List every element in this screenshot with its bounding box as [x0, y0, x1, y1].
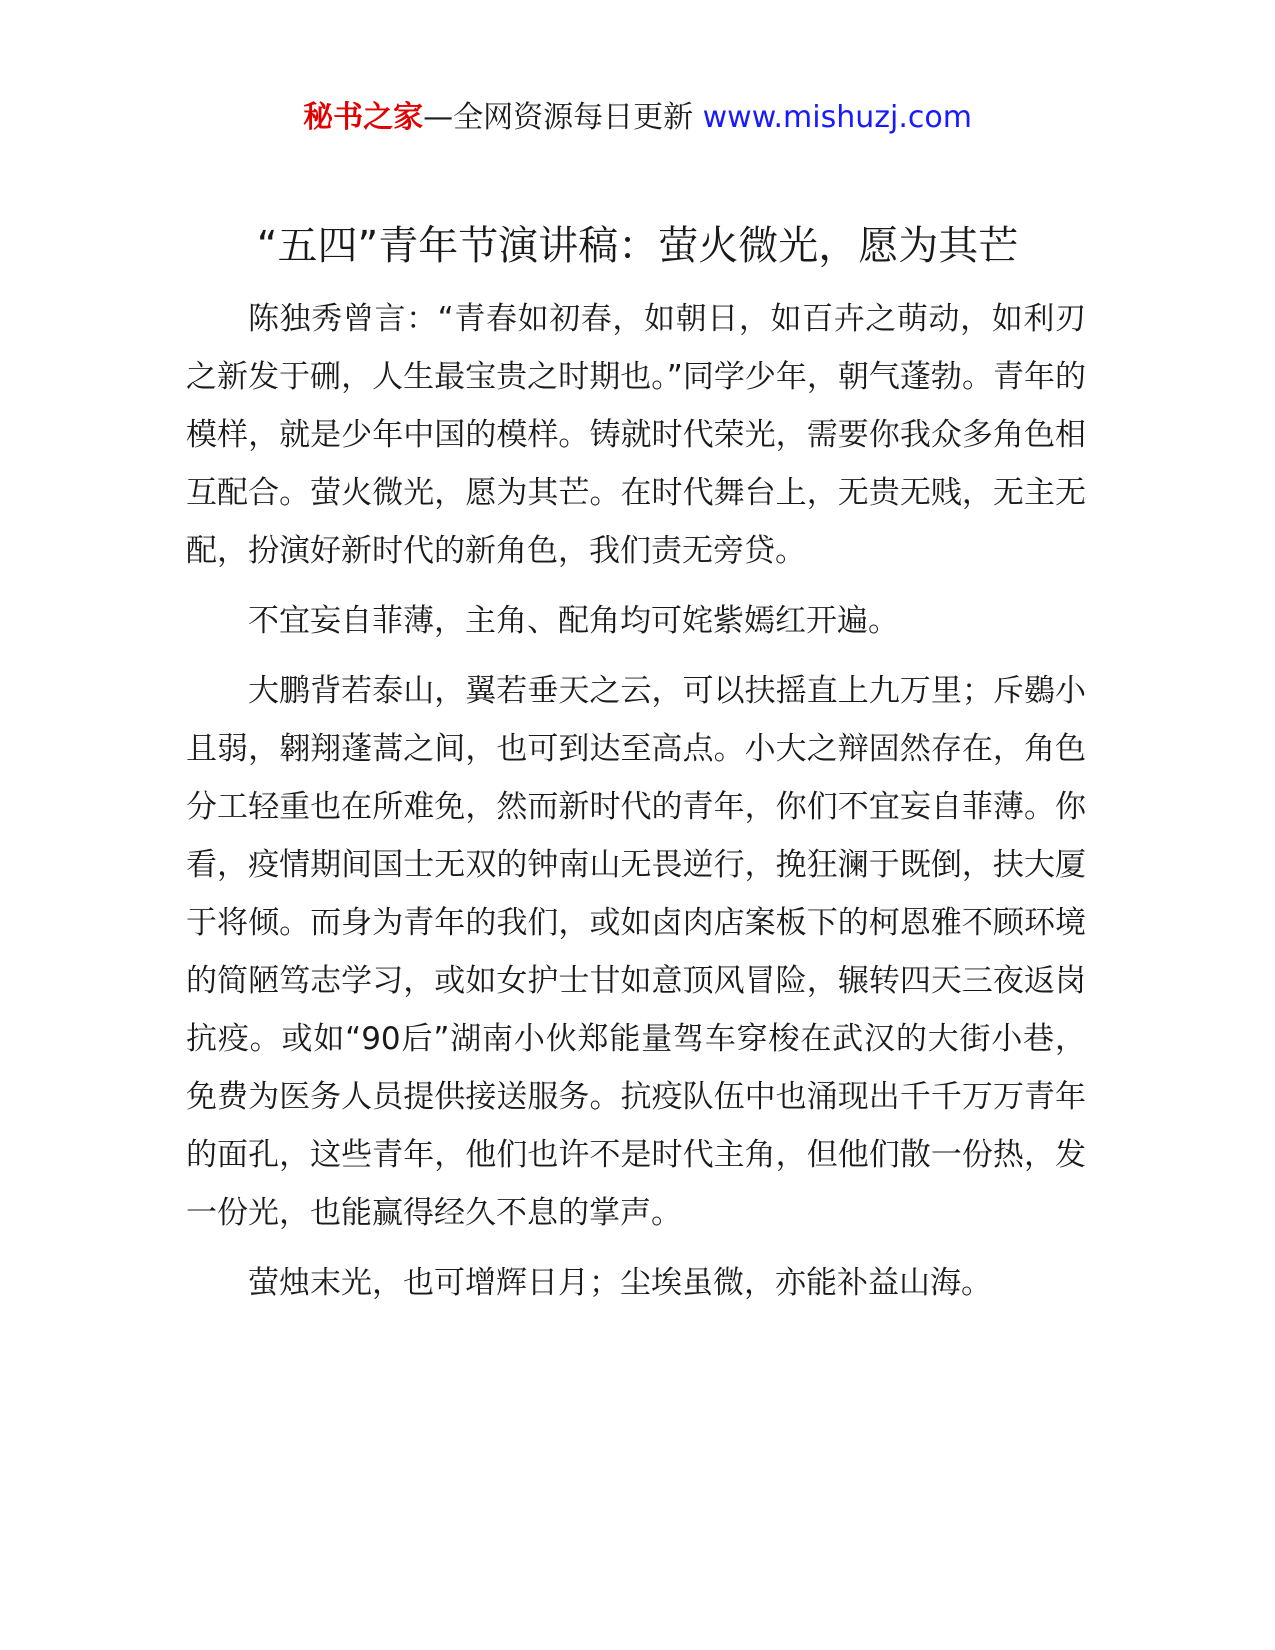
brand-name: 秘书之家: [303, 100, 424, 135]
document-body: [186, 290, 1086, 1324]
body-paragraph: 大鹏背若泰山，翼若垂天之云，可以扶摇直上九万里；斥鷃小且弱，翱翔蓬蒿之间，也可到达至高点。小大之辩固然存在，角色分工轻重也在所难免，然而新时代的青年，你们不宜妄自菲薄。你看，疫情期间国士无双的钟南山无畏逆行，挽狂澜于既倒，扶大厦于将倾。而身为青年的我们，或如卤肉店案板下的柯恩雅不顾环境的简陋笃志学习，或如女护士甘如意顶风冒险，辗转四天三夜返岗抗疫。或如“90后”湖南小伙郑能量驾车穿梭在武汉的大街小巷，免费为医务人员提供接送服务。抗疫队伍中也涌现出千千万万青年的面孔，这些青年，他们也许不是时代主角，但他们散一份热，发一份光，也能赢得经久不息的掌声。: [186, 673, 1086, 1231]
body-paragraph: 陈独秀曾言：“青春如初春，如朝日，如百卉之萌动，如利刃之新发于硎，人生最宝贵之时期也。”同学少年，朝气蓬勃。青年的模样，就是少年中国的模样。铸就时代荣光，需要你我众多角色相互配合。萤火微光，愿为其芒。在时代舞台上，无贵无贱，无主无配，扮演好新时代的新角色，我们责无旁贷。: [186, 301, 1086, 569]
body-paragraph: 萤烛末光，也可增辉日月；尘埃虽微，亦能补益山海。: [248, 1265, 992, 1301]
header-tagline: —全网资源每日更新: [423, 100, 703, 135]
document-title: “五四”青年节演讲稿：萤火微光，愿为其芒: [256, 223, 1019, 269]
site-header: [0, 98, 1275, 138]
body-paragraph: 不宜妄自菲薄，主角、配角均可姹紫嫣红开遍。: [248, 603, 899, 639]
site-url-link[interactable]: www.mishuzj.com: [702, 100, 972, 135]
